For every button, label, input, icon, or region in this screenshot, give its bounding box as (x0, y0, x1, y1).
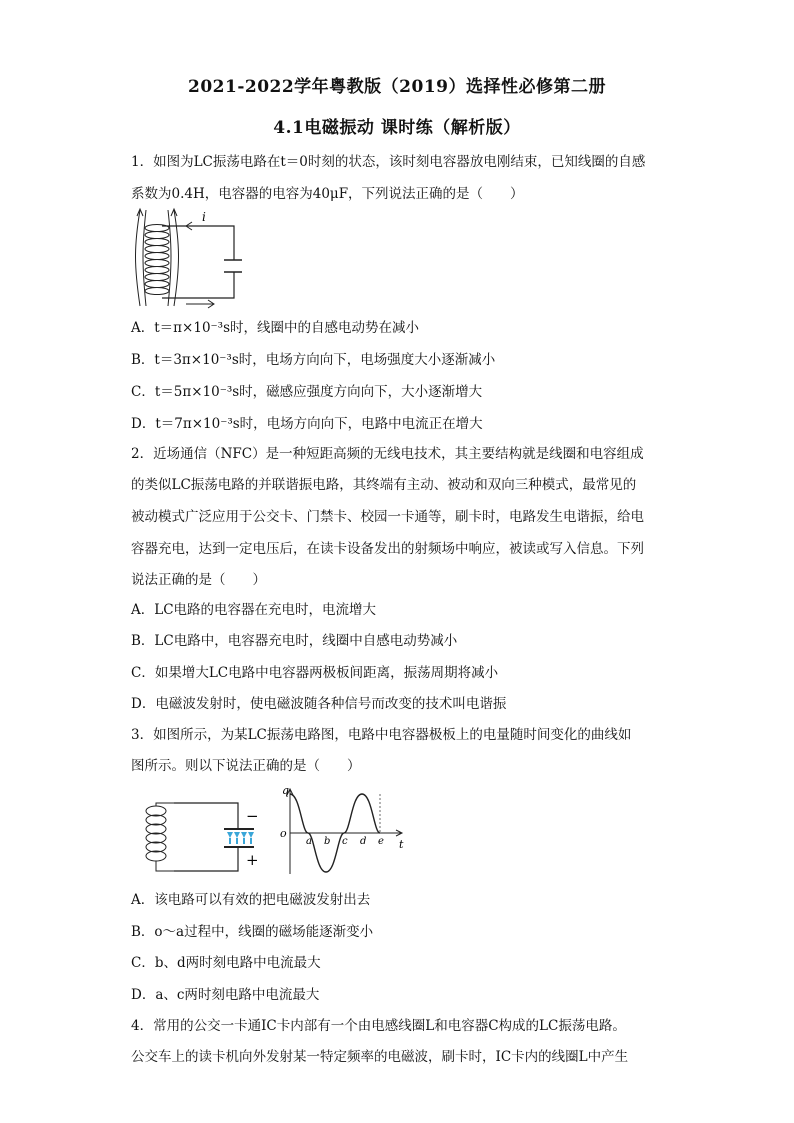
q2-stem-line-4: 容器充电，达到一定电压后，在读卡设备发出的射频场中响应，被读或写入信息。下列 (131, 541, 644, 557)
q3-inductor-coil (146, 803, 174, 871)
point-b-label: b (324, 836, 331, 847)
q3-stem-line-2: 图所示。则以下说法正确的是（ ） (131, 758, 361, 774)
q2-option-a: A．LC电路的电容器在充电时，电流增大 (131, 602, 377, 618)
q2-option-d: D．电磁波发射时，使电磁波随各种信号而改变的技术叫电谐振 (131, 696, 507, 712)
lc-circuit-figure (124, 206, 242, 310)
q3-option-d: D．a、c两时刻电路中电流最大 (131, 987, 320, 1003)
q3-minus-sign: − (246, 807, 259, 825)
point-a-label: a (306, 836, 312, 847)
current-label: i (202, 210, 206, 224)
q1-option-d: D．t＝7π×10⁻³s时，电场方向向下，电路中电流正在增大 (131, 416, 483, 432)
q1-option-c: C．t＝5π×10⁻³s时，磁感应强度方向向下，大小逐渐增大 (131, 384, 483, 400)
q2-stem-line-5: 说法正确的是（ ） (131, 572, 266, 588)
q3-stem-line-1: 3．如图所示，为某LC振荡电路图，电路中电容器极板上的电量随时间变化的曲线如 (131, 727, 632, 743)
q3-circuit-figure (138, 795, 274, 873)
q2-stem-line-2: 的类似LC振荡电路的并联谐振电路，其终端有主动、被动和双向三种模式，最常见的 (131, 477, 637, 493)
document-title: 2021-2022学年粤教版（2019）选择性必修第二册 (188, 77, 606, 97)
q2-option-c: C．如果增大LC电路中电容器两极板间距离，振荡周期将减小 (131, 665, 499, 681)
q1-stem-line-1: 1．如图为LC振荡电路在t＝0时刻的状态，该时刻电容器放电刚结束，已知线圈的自感 (131, 154, 646, 170)
q4-stem-line-2: 公交车上的读卡机向外发射某一特定频率的电磁波，刷卡时，IC卡内的线圈L中产生 (131, 1049, 629, 1065)
q2-stem-line-3: 被动模式广泛应用于公交卡、门禁卡、校园一卡通等，刷卡时，电路发生电谐振，给电 (131, 509, 644, 525)
q3-option-b: B．o～a过程中，线圈的磁场能逐渐变小 (131, 924, 374, 940)
t-axis-label: t (399, 838, 404, 851)
origin-label: o (280, 827, 287, 840)
q-axis-label: q (282, 786, 290, 797)
q3-option-a: A．该电路可以有效的把电磁波发射出去 (131, 892, 371, 908)
q2-option-b: B．LC电路中，电容器充电时，线圈中自感电动势减小 (131, 633, 458, 649)
point-e-label: e (378, 836, 384, 847)
document-subtitle: 4.1电磁振动 课时练（解析版） (273, 118, 521, 138)
q3-plus-sign: + (246, 851, 259, 869)
point-c-label: c (342, 836, 348, 847)
q4-stem-line-1: 4．常用的公交一卡通IC卡内部有一个由电感线圈L和电容器C构成的LC振荡电路。 (131, 1018, 626, 1034)
charge-time-graph (278, 786, 408, 878)
q1-stem-line-2: 系数为0.4H，电容器的电容为40μF，下列说法正确的是（ ） (131, 186, 524, 202)
q1-option-b: B．t＝3π×10⁻³s时，电场方向向下，电场强度大小逐渐减小 (131, 352, 496, 368)
point-d-label: d (360, 836, 367, 847)
q3-option-c: C．b、d两时刻电路中电流最大 (131, 955, 321, 971)
q3-field-arrows (227, 832, 254, 844)
current-arrow-bottom (186, 300, 214, 308)
inductor-coil (145, 225, 169, 295)
q2-stem-line-1: 2．近场通信（NFC）是一种短距高频的无线电技术，其主要结构就是线圈和电容组成 (131, 446, 644, 462)
q1-option-a: A．t＝π×10⁻³s时，线圈中的自感电动势在减小 (131, 320, 420, 336)
